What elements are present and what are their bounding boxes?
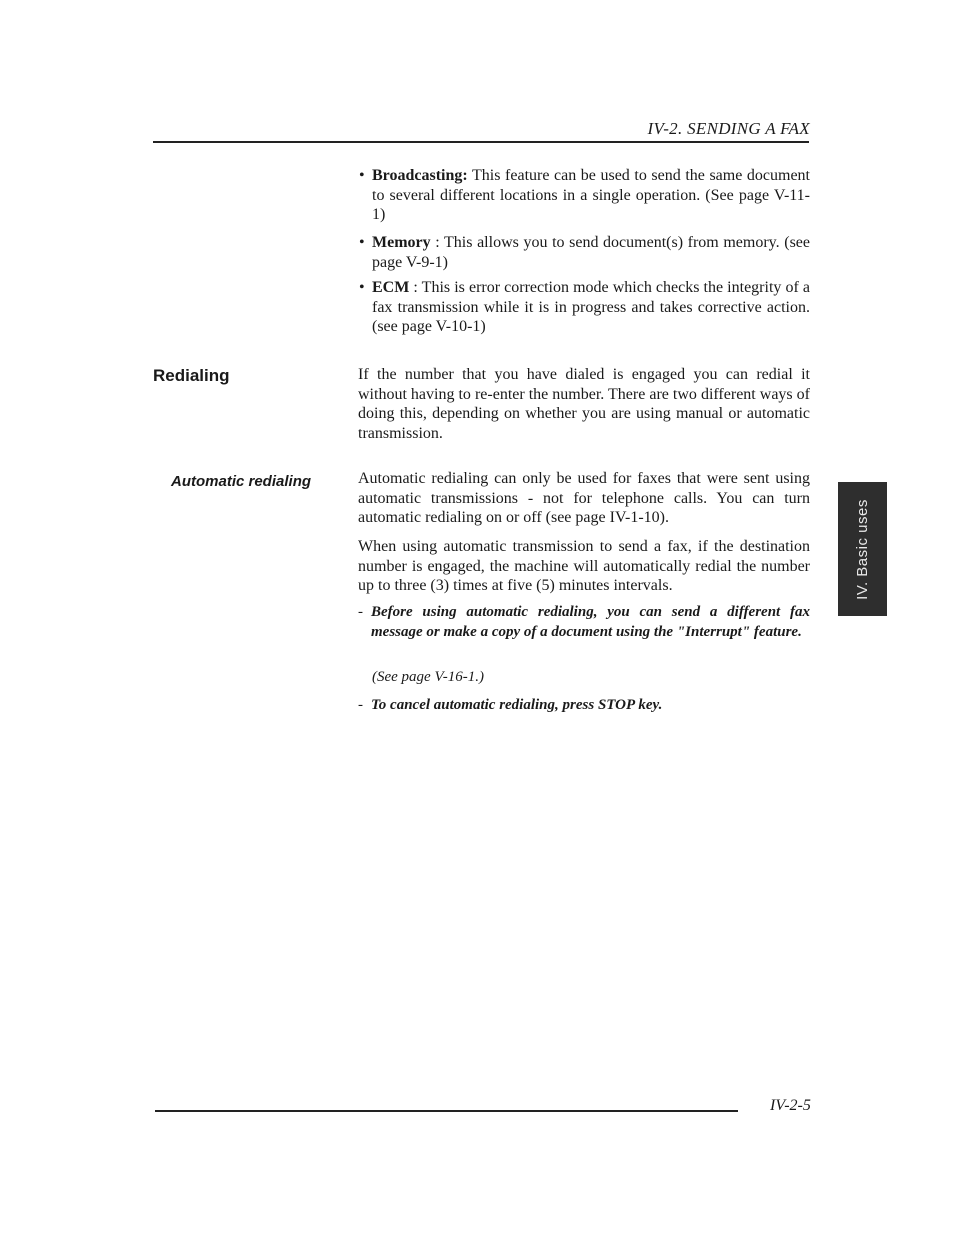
section-heading-redialing: Redialing xyxy=(153,366,230,385)
bullet-icon: • xyxy=(359,279,365,296)
chapter-side-tab-label: IV. Basic uses xyxy=(854,498,872,600)
note-interrupt-reference: (See page V-16-1.) xyxy=(372,669,485,685)
dash-icon: - xyxy=(358,697,363,713)
note-interrupt xyxy=(358,603,810,642)
bullet-ecm xyxy=(359,278,810,337)
note-cancel xyxy=(358,696,810,716)
chapter-side-tab xyxy=(838,482,887,616)
dash-icon: - xyxy=(358,604,363,620)
page-header-title: IV-2. SENDING A FAX xyxy=(647,119,810,138)
bullet-text: : This is error correction mode which checks the integrity of a fax transmission while it is in progress and takes corrective action. (see page V-10-1) xyxy=(372,279,810,335)
automatic-redialing-paragraph-2: When using automatic transmission to send a fax, if the destination number is engaged, the machine will automatically redial the number up to three (3) times at five (5) minutes intervals. xyxy=(358,538,810,594)
bullet-icon: • xyxy=(359,167,365,184)
bullet-memory xyxy=(359,233,810,272)
footer-divider xyxy=(155,1110,738,1112)
note-interrupt-text: Before using automatic redialing, you can send a different fax message or make a copy of a document using the "Interrupt" feature. xyxy=(371,604,810,640)
section-heading-automatic-redialing: Automatic redialing xyxy=(171,473,312,490)
bullet-broadcasting xyxy=(359,166,810,225)
bullet-term: Broadcasting: xyxy=(372,167,468,184)
bullet-text: This feature can be used to send the same document to several different locations in a single operation. (See page V-11-1) xyxy=(372,167,810,223)
bullet-term: Memory xyxy=(372,234,431,251)
header-divider xyxy=(153,141,809,143)
redialing-paragraph: If the number that you have dialed is engaged you can redial it without having to re-enter the number. There are two different ways of doing this, depending on whether you are using manual or automatic transmission. xyxy=(358,366,810,442)
note-cancel-text: To cancel automatic redialing, press STOP key. xyxy=(371,697,663,713)
bullet-icon: • xyxy=(359,234,365,251)
bullet-text: : This allows you to send document(s) from memory. (see page V-9-1) xyxy=(372,234,810,271)
automatic-redialing-paragraph-1: Automatic redialing can only be used for faxes that were sent using automatic transmissions - not for telephone calls. You can turn automatic redialing on or off (see page IV-1-10). xyxy=(358,470,810,526)
bullet-term: ECM xyxy=(372,279,410,296)
page-number: IV-2-5 xyxy=(770,1097,811,1114)
